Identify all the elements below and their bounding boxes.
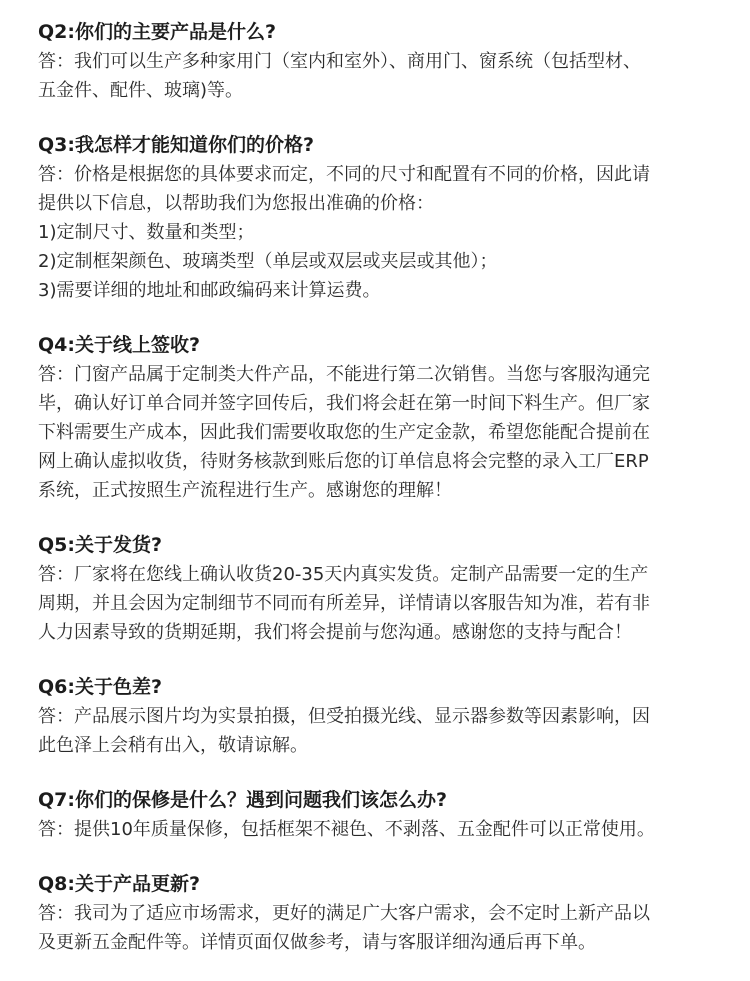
faq-answer-line: 答：厂家将在您线上确认收货20-35天内真实发货。定制产品需要一定的生产 <box>38 564 649 585</box>
faq-answer-line: 答：我司为了适应市场需求，更好的满足广大客户需求，会不定时上新产品以 <box>38 903 650 924</box>
faq-answer-line: 答：门窗产品属于定制类大件产品，不能进行第二次销售。当您与客服沟通完 <box>38 364 650 385</box>
faq-item-q3 <box>38 131 712 305</box>
faq-item-q8 <box>38 870 712 957</box>
faq-answer-line: 提供以下信息，以帮助我们为您报出准确的价格： <box>38 193 434 214</box>
faq-answer-line: 及更新五金配件等。详情页面仅做参考，请与客服详细沟通后再下单。 <box>38 932 596 953</box>
faq-answer-line: 答：我们可以生产多种家用门（室内和室外）、商用门、窗系统（包括型材、 <box>38 51 641 72</box>
faq-answer-line: 系统，正式按照生产流程进行生产。感谢您的理解！ <box>38 480 452 501</box>
faq-question: Q8:关于产品更新? <box>38 873 200 895</box>
faq-answer-line: 1)定制尺寸、数量和类型； <box>38 222 255 243</box>
faq-answer-line: 网上确认虚拟收货，待财务核款到账后您的订单信息将会完整的录入工厂ERP <box>38 451 649 472</box>
faq-answer-line: 下料需要生产成本，因此我们需要收取您的生产定金款，希望您能配合提前在 <box>38 422 650 443</box>
faq-answer-line: 毕，确认好订单合同并签字回传后，我们将会赶在第一时间下料生产。但厂家 <box>38 393 650 414</box>
faq-answer-line: 2)定制框架颜色、玻璃类型（单层或双层或夹层或其他）； <box>38 251 498 272</box>
faq-answer-line: 答：提供10年质量保修，包括框架不褪色、不剥落、五金配件可以正常使用。 <box>38 819 655 840</box>
faq-question: Q7:你们的保修是什么？遇到问题我们该怎么办? <box>38 789 447 811</box>
faq-item-q4 <box>38 331 712 505</box>
faq-answer-line: 五金件、配件、玻璃)等。 <box>38 80 244 101</box>
faq-answer-line: 答：产品展示图片均为实景拍摄，但受拍摄光线、显示器参数等因素影响，因 <box>38 706 650 727</box>
faq-question: Q5:关于发货? <box>38 534 162 556</box>
faq-question: Q6:关于色差? <box>38 676 162 698</box>
faq-item-q7 <box>38 786 712 844</box>
faq-item-q2 <box>38 18 712 105</box>
faq-question: Q4:关于线上签收? <box>38 334 200 356</box>
faq-question: Q3:我怎样才能知道你们的价格? <box>38 134 314 156</box>
faq-answer-line: 周期，并且会因为定制细节不同而有所差异，详情请以客服告知为准，若有非 <box>38 593 650 614</box>
faq-answer-line: 此色泽上会稍有出入，敬请谅解。 <box>38 735 308 756</box>
faq-answer-line: 人力因素导致的货期延期，我们将会提前与您沟通。感谢您的支持与配合！ <box>38 622 632 643</box>
faq-item-q6 <box>38 673 712 760</box>
faq-item-q5 <box>38 531 712 647</box>
faq-answer-line: 3)需要详细的地址和邮政编码来计算运费。 <box>38 280 381 301</box>
faq-answer-line: 答：价格是根据您的具体要求而定，不同的尺寸和配置有不同的价格，因此请 <box>38 164 650 185</box>
faq-question: Q2:你们的主要产品是什么? <box>38 21 276 43</box>
